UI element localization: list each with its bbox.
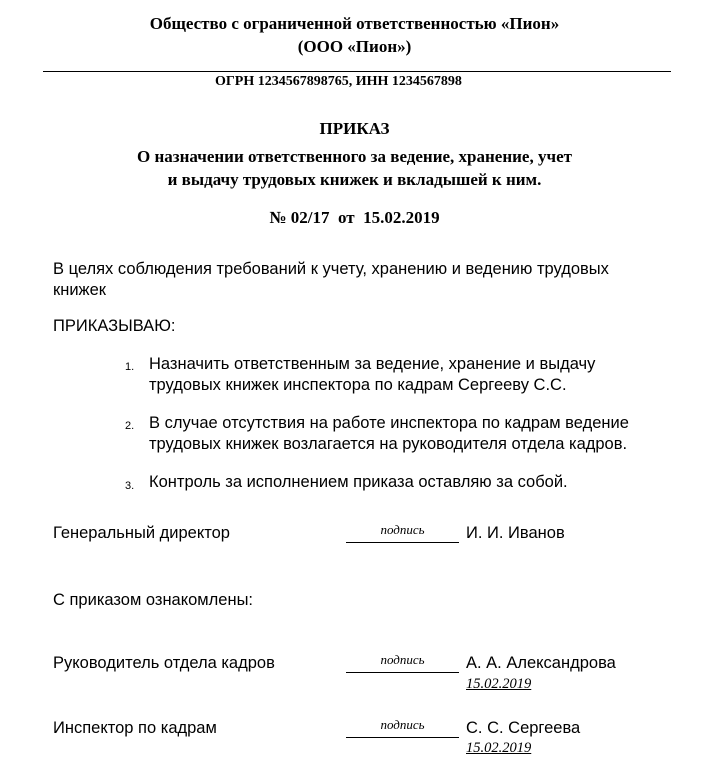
order-number-from: от (337, 208, 355, 227)
order-number (0, 208, 709, 228)
command-word: ПРИКАЗЫВАЮ: (53, 317, 176, 335)
acquainted-label: С приказом ознакомлены: (53, 591, 254, 609)
intro-line-1: В целях соблюдения требований к учету, хранению и ведению трудовых (53, 260, 609, 278)
hr-head-signature-line (346, 672, 459, 673)
order-subject-line-2: и выдачу трудовых книжек и вкладышей к ним. (167, 170, 542, 189)
list-item-number: 1. (125, 361, 135, 373)
director-signature-line (346, 542, 459, 543)
list-item-text-line-1: В случае отсутствия на работе инспектора по кадрам ведение (149, 414, 629, 432)
order-subject-line-1: О назначении ответственного за ведение, хранение, учет (137, 147, 572, 166)
registration-numbers: ОГРН 1234567898765, ИНН 1234567898 (215, 74, 462, 89)
order-title: ПРИКАЗ (319, 119, 390, 138)
header-divider (43, 71, 671, 72)
list-item-number: 2. (125, 420, 135, 432)
inspector-name: С. С. Сергеева (466, 719, 581, 737)
director-name: И. И. Иванов (466, 524, 565, 542)
order-number-value: № 02/17 (269, 208, 330, 227)
hr-head-date: 15.02.2019 (466, 676, 532, 692)
director-position: Генеральный директор (53, 524, 230, 542)
hr-head-name: А. А. Александрова (466, 654, 616, 672)
list-item-text-line-1: Контроль за исполнением приказа оставляю за собой. (149, 473, 568, 491)
inspector-position: Инспектор по кадрам (53, 719, 217, 737)
hr-head-signature-mark: подпись (380, 652, 425, 667)
organization-name: Общество с ограниченной ответственностью «Пион» (149, 14, 560, 33)
order-date: 15.02.2019 (363, 208, 440, 227)
list-item-text-line-1: Назначить ответственным за ведение, хранение и выдачу (149, 355, 596, 373)
intro-line-2: книжек (53, 281, 106, 299)
list-item-text-line-2: трудовых книжек возлагается на руководителя отдела кадров. (149, 435, 628, 453)
inspector-signature-mark: подпись (380, 717, 425, 732)
inspector-date: 15.02.2019 (466, 740, 532, 756)
hr-head-position: Руководитель отдела кадров (53, 654, 275, 672)
inspector-signature-line (346, 737, 459, 738)
organization-short-name: (ООО «Пион») (297, 37, 412, 56)
list-item-text-line-2: трудовых книжек инспектора по кадрам Сергееву С.С. (149, 376, 567, 394)
list-item-number: 3. (125, 480, 135, 492)
director-signature-mark: подпись (380, 522, 425, 537)
